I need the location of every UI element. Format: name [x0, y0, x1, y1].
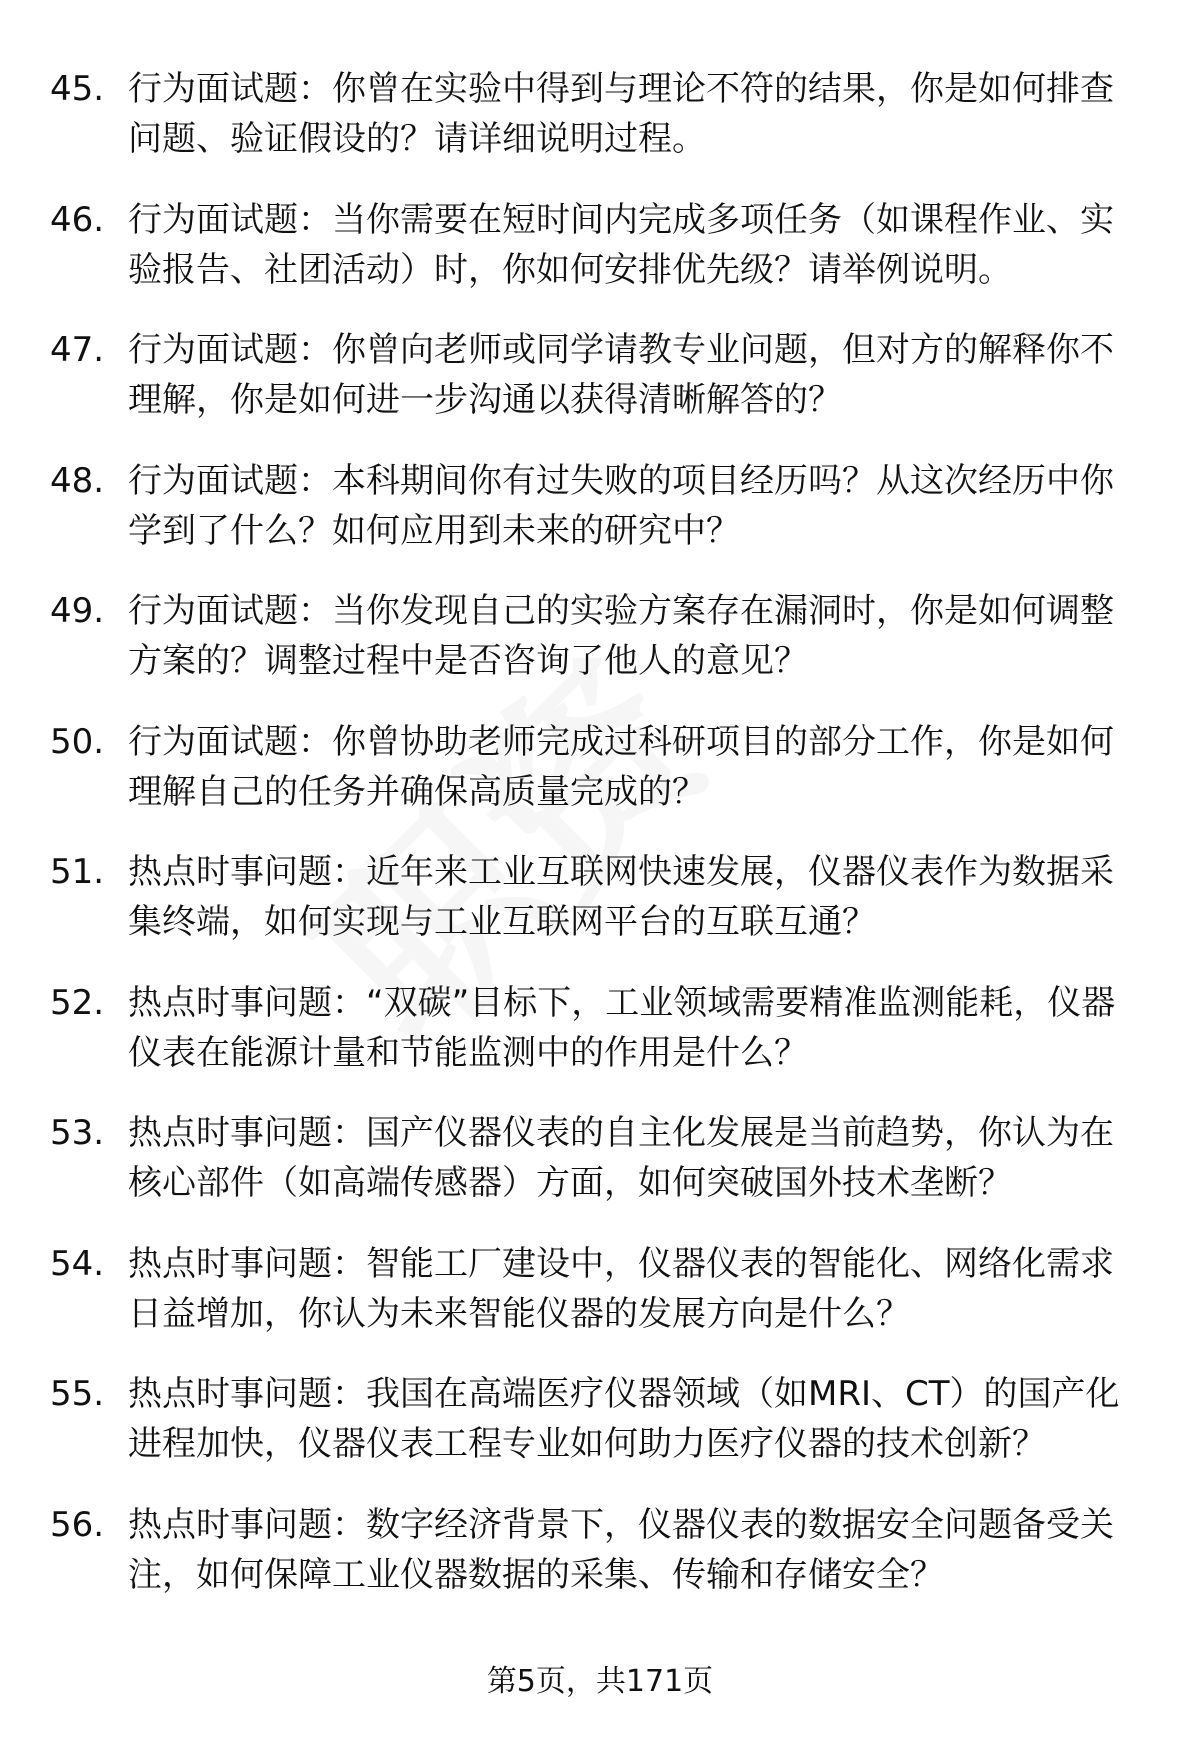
question-text: 行为面试题：当你发现自己的实验方案存在漏洞时，你是如何调整方案的？调整过程中是否咨询了他人的意见？ [128, 591, 1114, 681]
question-number: 55. [50, 1374, 105, 1414]
question-item [50, 847, 1150, 978]
question-number: 53. [50, 1113, 105, 1153]
question-number: 47. [50, 330, 105, 370]
question-number: 50. [50, 721, 105, 762]
question-item [50, 1369, 1150, 1500]
question-item [50, 978, 1150, 1109]
question-number: 48. [50, 460, 105, 501]
question-number: 54. [50, 1243, 105, 1284]
question-text: 热点时事问题：数字经济背景下，仪器仪表的数据安全问题备受关注，如何保障工业仪器数据的采集、传输和存储安全？ [128, 1504, 1114, 1595]
question-text: 行为面试题：你曾在实验中得到与理论不符的结果，你是如何排查问题、验证假设的？请详细说明过程。 [128, 69, 1114, 159]
question-number: 45. [50, 69, 105, 109]
question-item [50, 1239, 1150, 1370]
question-item [50, 456, 1150, 587]
question-number: 46. [50, 199, 105, 240]
question-text: 行为面试题：当你需要在短时间内完成多项任务（如课程作业、实验报告、社团活动）时，你如何安排优先级？请举例说明。 [128, 199, 1114, 290]
question-item [50, 64, 1150, 195]
question-text: 热点时事问题：我国在高端医疗仪器领域（如MRI、CT）的国产化进程加快，仪器仪表工程专业如何助力医疗仪器的技术创新？ [128, 1374, 1120, 1464]
question-list [50, 64, 1150, 1630]
question-text: 行为面试题：你曾向老师或同学请教专业问题，但对方的解释你不理解，你是如何进一步沟通以获得清晰解答的？ [128, 330, 1114, 420]
question-text: 行为面试题：你曾协助老师完成过科研项目的部分工作，你是如何理解自己的任务并确保高质量完成的？ [128, 721, 1114, 812]
question-item [50, 717, 1150, 848]
question-item [50, 1500, 1150, 1631]
question-text: 行为面试题：本科期间你有过失败的项目经历吗？从这次经历中你学到了什么？如何应用到未来的研究中？ [128, 460, 1114, 551]
question-text: 热点时事问题：近年来工业互联网快速发展，仪器仪表作为数据采集终端，如何实现与工业互联网平台的互联互通？ [128, 852, 1114, 942]
question-item [50, 1108, 1150, 1239]
question-text: 热点时事问题：国产仪器仪表的自主化发展是当前趋势，你认为在核心部件（如高端传感器）方面，如何突破国外技术垄断？ [128, 1113, 1114, 1203]
question-item [50, 325, 1150, 456]
question-item [50, 195, 1150, 326]
page-footer: 第5页，共171页 [486, 1664, 714, 1699]
question-number: 51. [50, 852, 105, 892]
question-text: 热点时事问题：“双碳”目标下，工业领域需要精准监测能耗，仪器仪表在能源计量和节能监测中的作用是什么？ [128, 982, 1116, 1073]
question-number: 52. [50, 982, 105, 1023]
question-number: 49. [50, 591, 105, 631]
question-item [50, 586, 1150, 717]
question-number: 56. [50, 1504, 105, 1545]
question-text: 热点时事问题：智能工厂建设中，仪器仪表的智能化、网络化需求日益增加，你认为未来智能仪器的发展方向是什么？ [128, 1243, 1114, 1334]
